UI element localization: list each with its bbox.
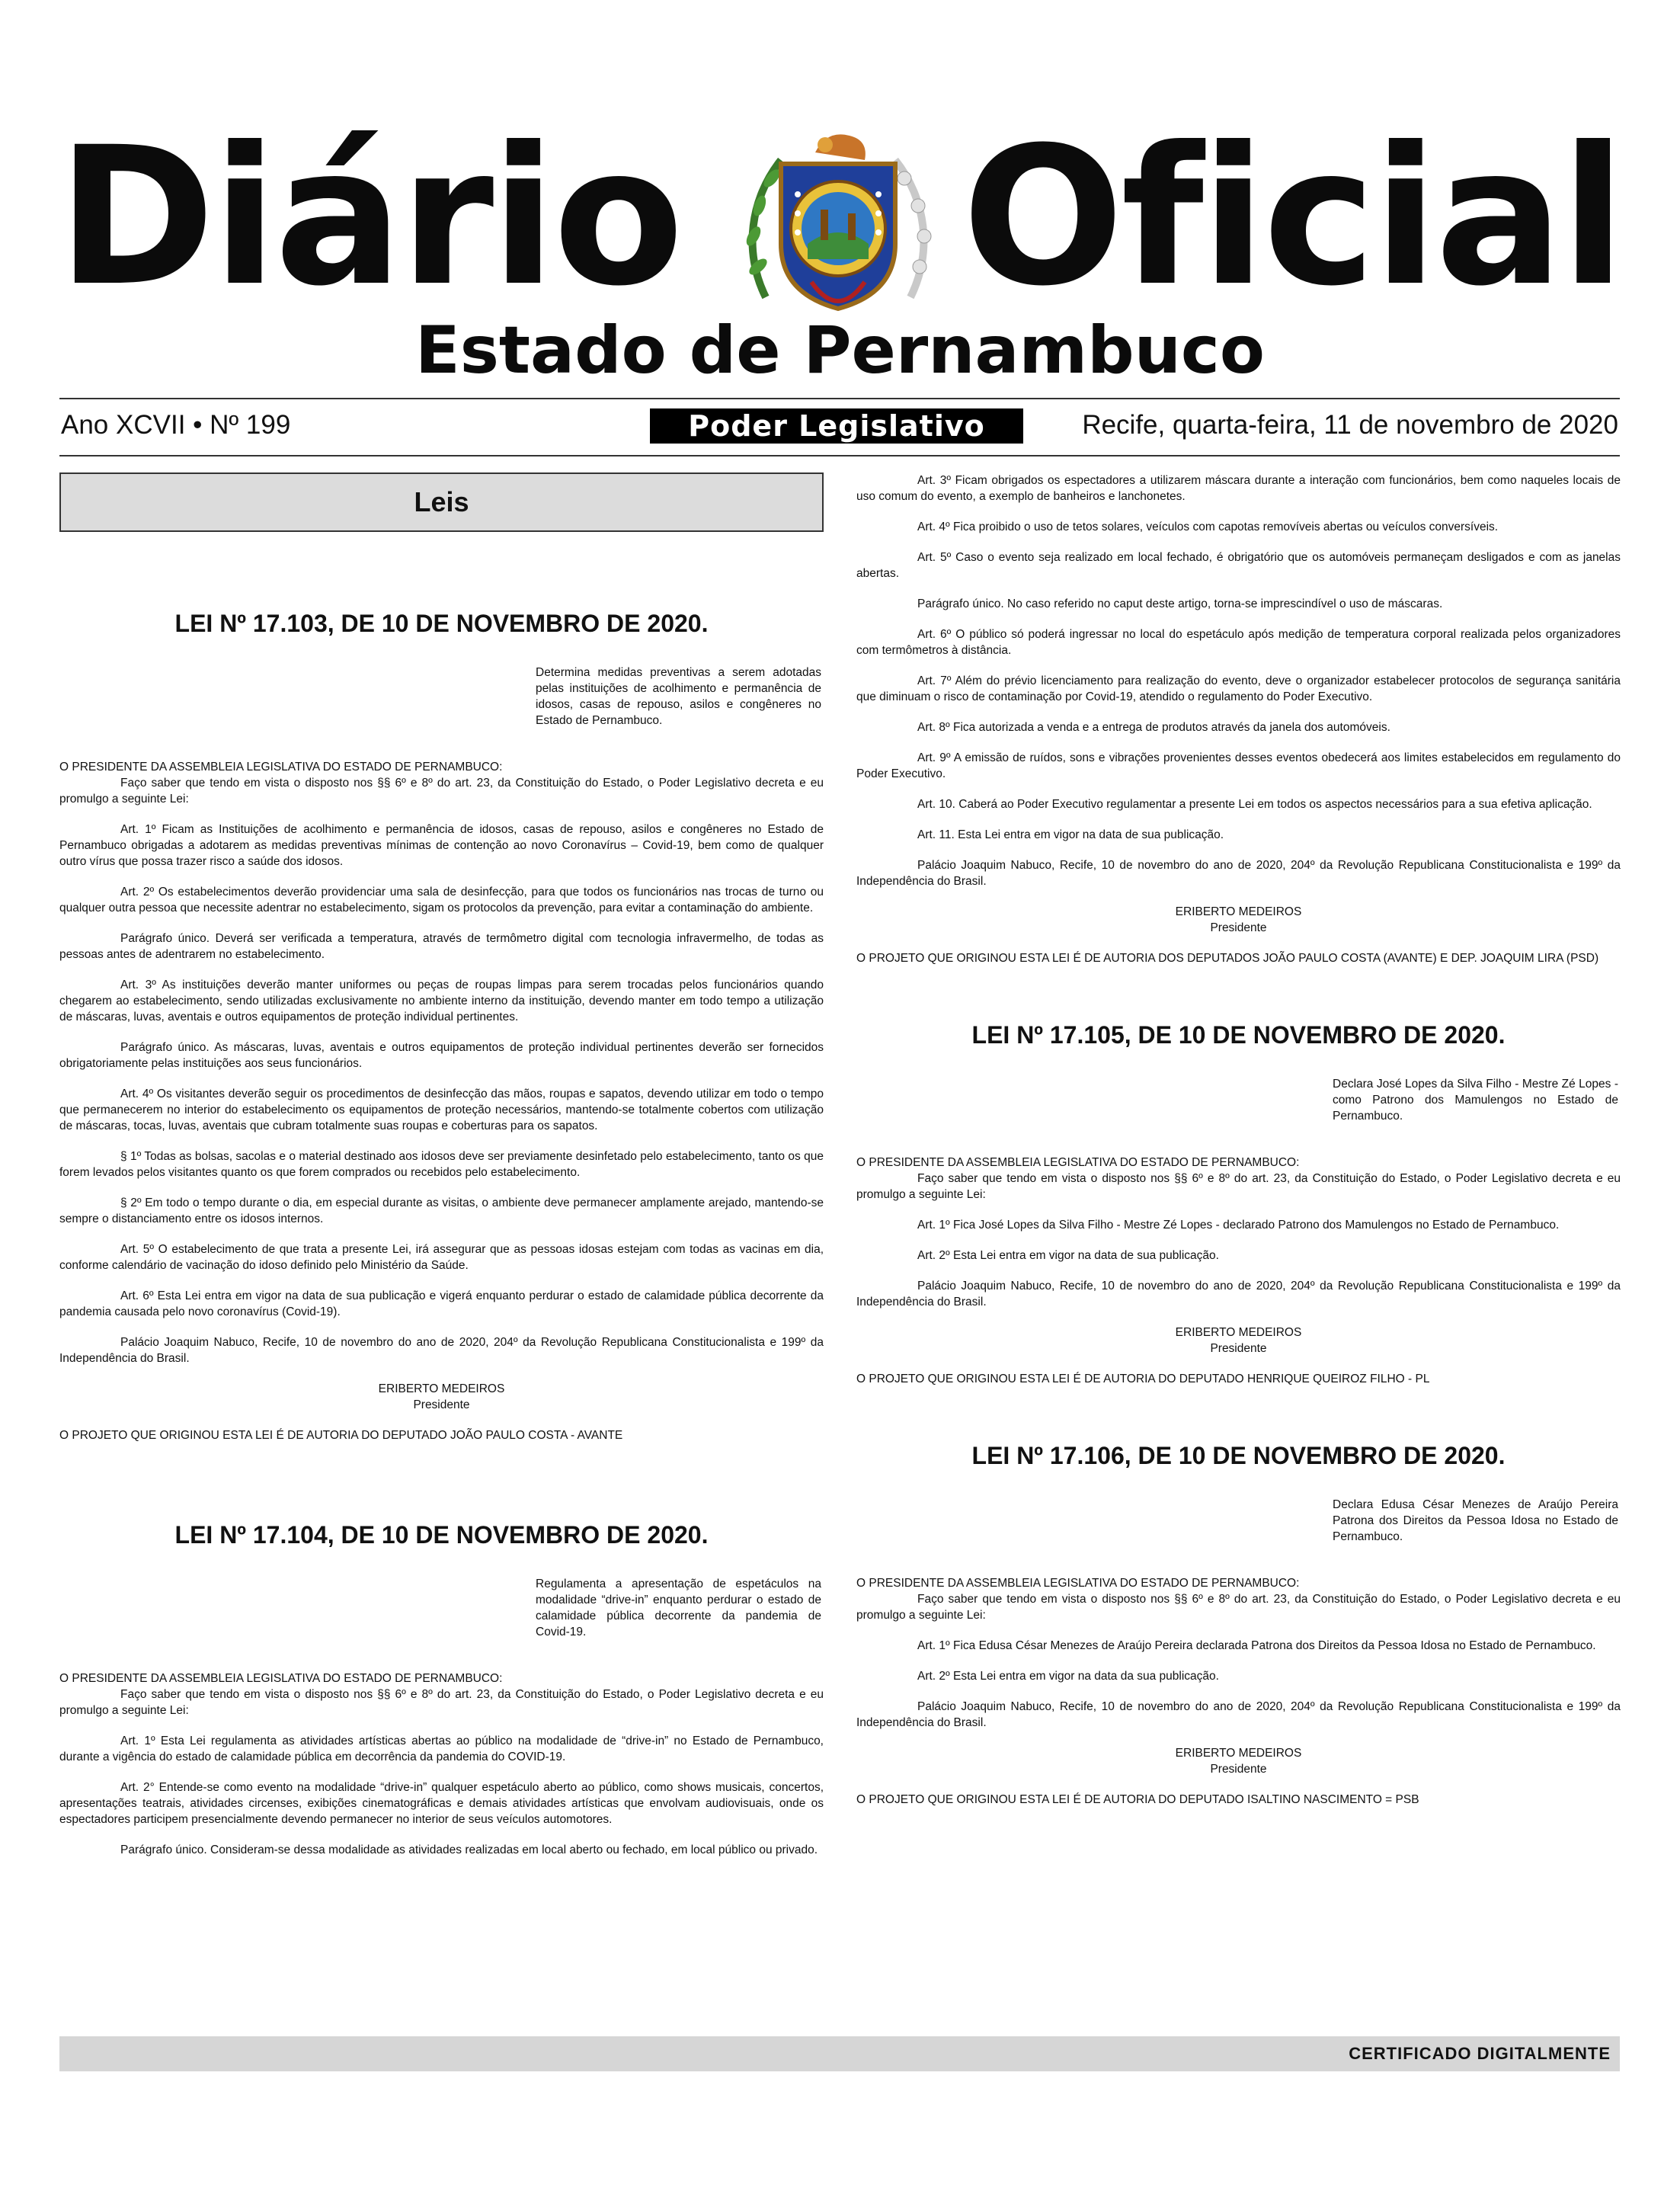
masthead-title-left: Diário bbox=[57, 106, 681, 328]
article: Art. 9º A emissão de ruídos, sons e vibrações provenientes desses eventos obedecerá aos limites estabelecidos em regulamento do Poder Executivo. bbox=[856, 751, 1621, 780]
signer-role: Presidente bbox=[413, 1398, 470, 1411]
article: Art. 1º Esta Lei regulamenta as atividades artísticas abertas ao público na modalidade de “drive-in” no Estado de Pernambuco, durante a vigência do estado de calamidade pública em decorrência da pandemia do COVID-19. bbox=[59, 1735, 824, 1763]
signer-role: Presidente bbox=[1210, 921, 1267, 934]
enactment-place-date: Palácio Joaquim Nabuco, Recife, 10 de novembro do ano de 2020, 204º da Revolução Republicana Constitucionalista e 199º da Independência do Brasil. bbox=[856, 859, 1621, 888]
right-column bbox=[856, 472, 1621, 1808]
enactment-place-date: Palácio Joaquim Nabuco, Recife, 10 de novembro do ano de 2020, 204º da Revolução Republicana Constitucionalista e 199º da Independência do Brasil. bbox=[856, 1280, 1621, 1309]
law-summary: Declara José Lopes da Silva Filho - Mestre Zé Lopes - como Patrono dos Mamulengos no Estado de Pernambuco. bbox=[1333, 1078, 1618, 1123]
preamble: Faço saber que tendo em vista o disposto nos §§ 6º e 8º do art. 23, da Constituição do Estado, o Poder Legislativo decreta e eu promulgo a seguinte Lei: bbox=[59, 777, 824, 806]
law-17106 bbox=[856, 1440, 1621, 1808]
enactment-place-date: Palácio Joaquim Nabuco, Recife, 10 de novembro do ano de 2020, 204º da Revolução Republicana Constitucionalista e 199º da Independência do Brasil. bbox=[59, 1336, 824, 1365]
article: Art. 10. Caberá ao Poder Executivo regulamentar a presente Lei em todos os aspectos necessários para a sua efetiva aplicação. bbox=[917, 798, 1592, 811]
preamble: Faço saber que tendo em vista o disposto nos §§ 6º e 8º do art. 23, da Constituição do Estado, o Poder Legislativo decreta e eu promulgo a seguinte Lei: bbox=[59, 1688, 824, 1717]
article: Art. 3º As instituições deverão manter uniformes ou peças de roupas limpas para serem trocadas pelos funcionários quando chegarem ao estabelecimento, sendo utilizadas exclusivamente no ambiente interno da instituição, devendo manter em todo tempo a utilização de máscaras, luvas, aventais e outros equipamentos de proteção individual pertinentes. bbox=[59, 979, 824, 1023]
authorship-note: O PROJETO QUE ORIGINOU ESTA LEI É DE AUTORIA DO DEPUTADO HENRIQUE QUEIROZ FILHO - PL bbox=[856, 1373, 1430, 1385]
masthead-bottom-rule bbox=[59, 455, 1620, 456]
law-summary: Determina medidas preventivas a serem adotadas pelas instituições de acolhimento e permanência de idosos, casas de repouso, asilos e congêneres no Estado de Pernambuco. bbox=[536, 666, 821, 727]
article: Art. 4º Fica proibido o uso de tetos solares, veículos com capotas removíveis abertas ou veículos conversíveis. bbox=[917, 521, 1499, 533]
authorship-note: O PROJETO QUE ORIGINOU ESTA LEI É DE AUTORIA DO DEPUTADO JOÃO PAULO COSTA - AVANTE bbox=[59, 1429, 623, 1442]
preamble-head: O PRESIDENTE DA ASSEMBLEIA LEGISLATIVA DO ESTADO DE PERNAMBUCO: bbox=[59, 761, 503, 774]
preamble: Faço saber que tendo em vista o disposto nos §§ 6º e 8º do art. 23, da Constituição do Estado, o Poder Legislativo decreta e eu promulgo a seguinte Lei: bbox=[856, 1593, 1621, 1622]
law-summary: Declara Edusa César Menezes de Araújo Pereira Patrona dos Direitos da Pessoa Idosa no Estado de Pernambuco. bbox=[1333, 1498, 1618, 1543]
law-17104 bbox=[59, 1520, 824, 1858]
article: Art. 2º Os estabelecimentos deverão providenciar uma sala de desinfecção, para que todos os funcionários nas trocas de turno ou qualquer outra pessoa que necessite adentrar no estabelecimento, sigam os protocolos da prevenção, para evitar a contaminação do ambiente. bbox=[59, 886, 824, 915]
law-17104-continued bbox=[856, 472, 1621, 966]
article: Art. 3º Ficam obrigados os espectadores a utilizarem máscara durante a interação com funcionários, bem como naqueles locais de uso comum do evento, a exemplo de banheiros e lanchonetes. bbox=[856, 474, 1621, 503]
left-column bbox=[59, 472, 824, 1872]
article: Parágrafo único. Consideram-se dessa modalidade as atividades realizadas em local aberto ou fechado, em local público ou privado. bbox=[120, 1843, 818, 1856]
article: Art. 8º Fica autorizada a venda e a entrega de produtos através da janela dos automóveis. bbox=[917, 721, 1390, 734]
authorship-note: O PROJETO QUE ORIGINOU ESTA LEI É DE AUTORIA DOS DEPUTADOS JOÃO PAULO COSTA (AVANTE) E DEP. JOAQUIM LIRA (PSD) bbox=[856, 952, 1599, 965]
article: § 2º Em todo o tempo durante o dia, em especial durante as visitas, o ambiente deve permanecer amplamente arejado, mantendo-se sempre o distanciamento entre os idosos internos. bbox=[59, 1196, 824, 1225]
masthead bbox=[57, 106, 1623, 328]
article: Art. 6º O público só poderá ingressar no local do espetáculo após medição de temperatura corporal realizada pelos organizadores com termômetros à distância. bbox=[856, 628, 1621, 657]
law-summary: Regulamenta a apresentação de espetáculos na modalidade “drive-in” enquanto perdurar o estado de calamidade pública decorrente da pandemia de Covid-19. bbox=[536, 1578, 821, 1638]
coat-of-arms-icon bbox=[735, 130, 941, 320]
signer-name: ERIBERTO MEDEIROS bbox=[1175, 905, 1302, 918]
section-heading-leis: Leis bbox=[59, 472, 824, 532]
law-17105 bbox=[856, 1020, 1621, 1387]
article: Art. 2º Esta Lei entra em vigor na data de sua publicação. bbox=[917, 1249, 1219, 1262]
signer-name: ERIBERTO MEDEIROS bbox=[378, 1382, 505, 1395]
certification-label: CERTIFICADO DIGITALMENTE bbox=[1349, 2044, 1611, 2063]
masthead-subtitle: Estado de Pernambuco bbox=[415, 312, 1265, 389]
signer-name: ERIBERTO MEDEIROS bbox=[1175, 1747, 1302, 1760]
masthead-title-right: Oficial bbox=[962, 106, 1623, 328]
law-title: LEI Nº 17.105, DE 10 DE NOVEMBRO DE 2020. bbox=[971, 1021, 1506, 1049]
article: Art. 1º Fica José Lopes da Silva Filho - Mestre Zé Lopes - declarado Patrono dos Mamulengos no Estado de Pernambuco. bbox=[917, 1219, 1560, 1232]
article: Art. 7º Além do prévio licenciamento para realização do evento, deve o organizador estabelecer protocolos de segurança sanitária que diminuam o risco de contaminação por Covid-19, atendido o regulamento do Poder Executivo. bbox=[856, 674, 1621, 703]
authorship-note: O PROJETO QUE ORIGINOU ESTA LEI É DE AUTORIA DO DEPUTADO ISALTINO NASCIMENTO = PSB bbox=[856, 1793, 1419, 1806]
article: Parágrafo único. As máscaras, luvas, aventais e outros equipamentos de proteção individual pertinentes deverão ser fornecidos obrigatoriamente pelas instituições aos seus funcionários. bbox=[59, 1041, 824, 1070]
law-17103 bbox=[59, 608, 824, 1443]
masthead-top-rule bbox=[59, 398, 1620, 399]
preamble-head: O PRESIDENTE DA ASSEMBLEIA LEGISLATIVA DO ESTADO DE PERNAMBUCO: bbox=[59, 1672, 503, 1685]
article: Art. 2° Entende-se como evento na modalidade “drive-in” qualquer espetáculo aberto ao público, como shows musicais, concertos, apresentações teatrais, atividades circenses, exibições cinematográficas e demais atividades artísticas que envolvam audiovisuais, onde os espectadores participem presencialmente devendo permanecer no interior de seus veículos automotores. bbox=[59, 1781, 824, 1826]
digital-certification-bar bbox=[59, 2036, 1620, 2071]
article: Art. 5º Caso o evento seja realizado em local fechado, é obrigatório que os automóveis permaneçam desligados e com as janelas abertas. bbox=[856, 551, 1621, 580]
issue-bar bbox=[59, 404, 1620, 450]
article: Art. 2º Esta Lei entra em vigor na data da sua publicação. bbox=[917, 1670, 1219, 1683]
signer-name: ERIBERTO MEDEIROS bbox=[1175, 1326, 1302, 1339]
preamble-head: O PRESIDENTE DA ASSEMBLEIA LEGISLATIVA DO ESTADO DE PERNAMBUCO: bbox=[856, 1577, 1300, 1590]
signer-role: Presidente bbox=[1210, 1342, 1267, 1355]
article: Parágrafo único. No caso referido no caput deste artigo, torna-se imprescindível o uso de máscaras. bbox=[917, 597, 1443, 610]
signer-role: Presidente bbox=[1210, 1763, 1267, 1776]
preamble: Faço saber que tendo em vista o disposto nos §§ 6º e 8º do art. 23, da Constituição do Estado, o Poder Legislativo decreta e eu promulgo a seguinte Lei: bbox=[856, 1172, 1621, 1201]
preamble-head: O PRESIDENTE DA ASSEMBLEIA LEGISLATIVA DO ESTADO DE PERNAMBUCO: bbox=[856, 1156, 1300, 1169]
article: Art. 11. Esta Lei entra em vigor na data de sua publicação. bbox=[917, 828, 1224, 841]
article: § 1º Todas as bolsas, sacolas e o material destinado aos idosos deve ser previamente desinfetado pelo estabelecimento, tanto os que forem levados pelos visitantes quanto os que forem comprados ou recebidos pelo estabelecimento. bbox=[59, 1150, 824, 1179]
article: Art. 4º Os visitantes deverão seguir os procedimentos de desinfecção das mãos, roupas e sapatos, devendo utilizar em todo o tempo que permanecerem no interior do estabelecimento os equipamentos de proteção necessários, mantendo-se totalmente cobertos com utilização de máscaras, tocas, luvas, aventais que cubram totalmente suas roupas e coberturas para os sapatos. bbox=[59, 1087, 824, 1132]
article: Art. 1º Fica Edusa César Menezes de Araújo Pereira declarada Patrona dos Direitos da Pessoa Idosa no Estado de Pernambuco. bbox=[917, 1639, 1596, 1652]
article: Parágrafo único. Deverá ser verificada a temperatura, através de termômetro digital com tecnologia infravermelho, de todas as pessoas antes de adentrarem no estabelecimento. bbox=[59, 932, 824, 961]
law-title: LEI Nº 17.106, DE 10 DE NOVEMBRO DE 2020. bbox=[971, 1442, 1506, 1469]
issue-number: Ano XCVII • Nº 199 bbox=[61, 410, 291, 440]
law-title: LEI Nº 17.104, DE 10 DE NOVEMBRO DE 2020. bbox=[174, 1521, 709, 1549]
enactment-place-date: Palácio Joaquim Nabuco, Recife, 10 de novembro do ano de 2020, 204º da Revolução Republicana Constitucionalista e 199º da Independência do Brasil. bbox=[856, 1700, 1621, 1729]
article: Art. 5º O estabelecimento de que trata a presente Lei, irá assegurar que as pessoas idosas estejam com todas as vacinas em dia, conforme calendário de vacinação do idoso definido pelo Ministério da Saúde. bbox=[59, 1243, 824, 1272]
issue-date: Recife, quarta-feira, 11 de novembro de 2020 bbox=[1082, 410, 1618, 440]
article: Art. 1º Ficam as Instituições de acolhimento e permanência de idosos, casas de repouso, asilos e congêneres no Estado de Pernambuco obrigadas a adotarem as medidas preventivas mínimas de contenção ao novo Coronavírus – Covid-19, bem como de qualquer outro vírus que possa trazer risco a saúde dos idosos. bbox=[59, 823, 824, 868]
article: Art. 6º Esta Lei entra em vigor na data de sua publicação e vigerá enquanto perdurar o estado de calamidade pública decorrente da pandemia causada pelo novo coronavírus (Covid-19). bbox=[59, 1289, 824, 1318]
law-title: LEI Nº 17.103, DE 10 DE NOVEMBRO DE 2020. bbox=[174, 610, 709, 637]
section-banner: Poder Legislativo bbox=[650, 408, 1023, 444]
